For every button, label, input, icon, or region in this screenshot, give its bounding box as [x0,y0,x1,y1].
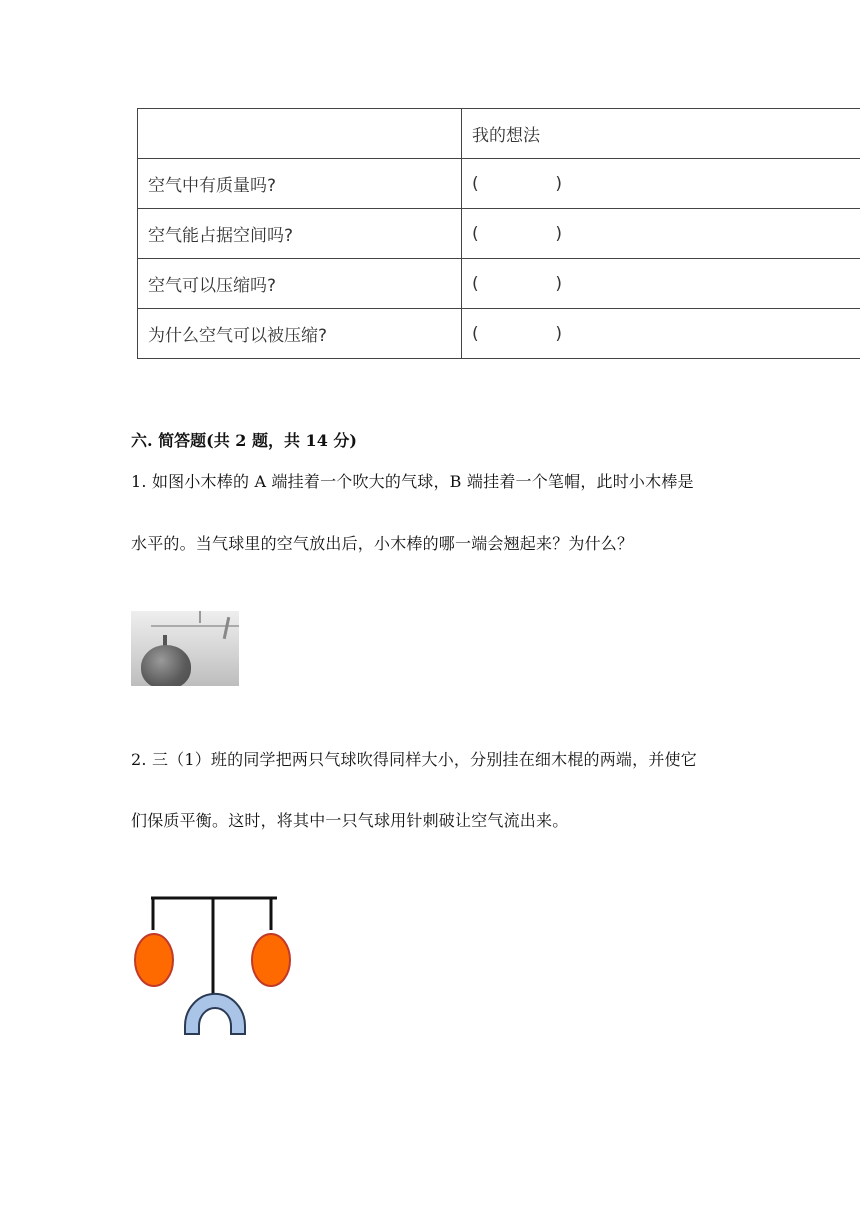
table-header-my-thoughts: 我的想法 [462,109,860,159]
question-2-line-2: 们保质平衡。这时，将其中一只气球用针刺破让空气流出来。 [131,811,569,830]
table-row [138,159,860,209]
row-answer-blank[interactable]: ( ) [462,259,860,309]
table-header-row [138,109,860,159]
row-answer-blank[interactable]: ( ) [462,309,860,359]
question-table [137,108,860,359]
row-question: 空气中有质量吗? [138,159,462,209]
row-question: 为什么空气可以被压缩? [138,309,462,359]
question-2-line-1: 2. 三（1）班的同学把两只气球吹得同样大小，分别挂在细木棍的两端，并使它 [131,750,697,769]
question-1-line-2: 水平的。当气球里的空气放出后，小木棒的哪一端会翘起来？为什么？ [131,534,634,553]
row-question: 空气可以压缩吗? [138,259,462,309]
balloon-stick-photo [131,611,239,686]
row-answer-blank[interactable]: ( ) [462,159,860,209]
arch-stand [185,994,245,1034]
hook [199,611,201,623]
table-header-empty [138,109,462,159]
table-row [138,309,860,359]
row-answer-blank[interactable]: ( ) [462,209,860,259]
section-heading: 六. 简答题(共 2 题，共 14 分) [131,431,357,450]
table-row [138,259,860,309]
balance-diagram [125,888,305,1038]
row-question: 空气能占据空间吗? [138,209,462,259]
left-balloon [135,934,173,986]
question-1-line-1: 1. 如图小木棒的 A 端挂着一个吹大的气球，B 端挂着一个笔帽，此时小木棒是 [131,472,694,491]
balloon [141,645,191,686]
pen-cap [223,617,231,639]
table-row [138,209,860,259]
right-balloon [252,934,290,986]
